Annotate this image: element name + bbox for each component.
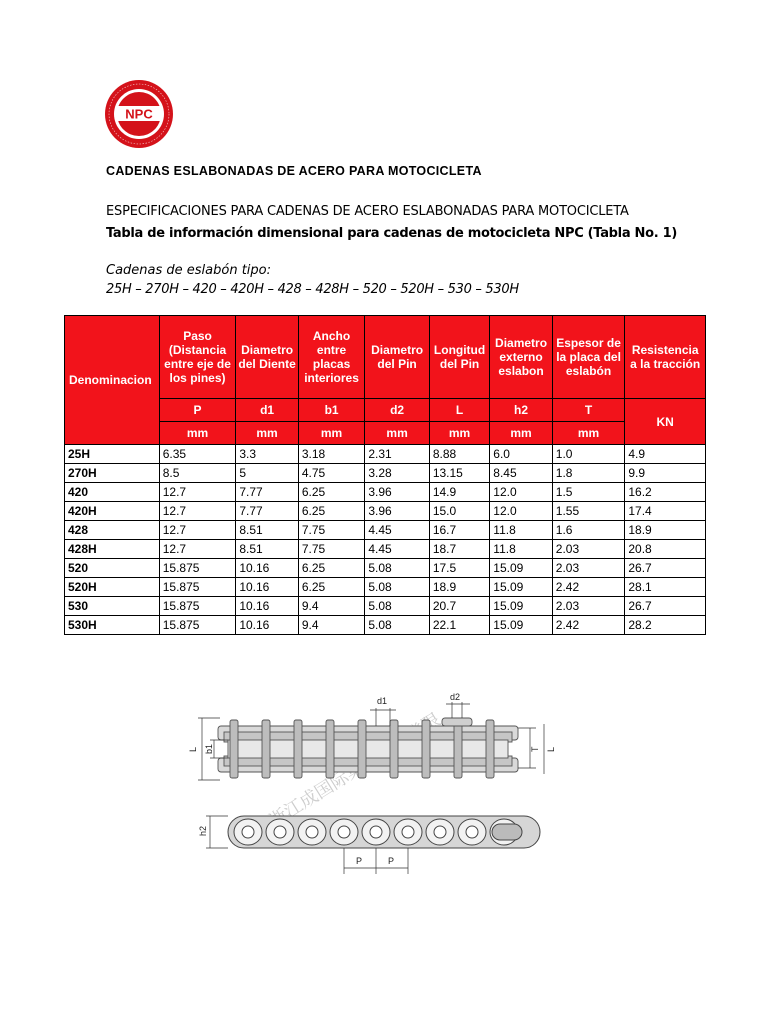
table-cell: 4.45 xyxy=(365,540,430,559)
table-cell: 7.75 xyxy=(298,540,365,559)
row-denomination: 420H xyxy=(65,502,160,521)
col-unit: mm xyxy=(552,422,625,445)
table-cell: 16.2 xyxy=(625,483,706,502)
table-cell: 14.9 xyxy=(429,483,489,502)
spec-table xyxy=(64,315,706,635)
row-denomination: 520H xyxy=(65,578,160,597)
col-symbol-kn: KN xyxy=(625,399,706,445)
col-header-espesor-placa: Espesor de la placa del eslabón xyxy=(552,316,625,399)
table-cell: 3.96 xyxy=(365,502,430,521)
chain-types-list: 25H – 270H – 420 – 420H – 428 – 428H – 520 – 520H – 530 – 530H xyxy=(106,282,519,297)
col-symbol: d2 xyxy=(365,399,430,422)
table-cell: 4.75 xyxy=(298,464,365,483)
label-d2: d2 xyxy=(450,692,461,702)
table-cell: 11.8 xyxy=(490,540,552,559)
table-cell: 9.4 xyxy=(298,597,365,616)
col-header-denominacion: Denominacion xyxy=(65,316,160,445)
table-cell: 5.08 xyxy=(365,559,430,578)
col-header-diametro-diente: Diametro del Diente xyxy=(236,316,298,399)
table-cell: 26.7 xyxy=(625,597,706,616)
spec-subtitle: Tabla de información dimensional para cadenas de motocicleta NPC (Tabla No. 1) xyxy=(106,226,677,241)
label-d1: d1 xyxy=(377,696,388,706)
table-cell: 2.03 xyxy=(552,559,625,578)
table-cell: 3.28 xyxy=(365,464,430,483)
table-cell: 5.08 xyxy=(365,578,430,597)
col-unit: mm xyxy=(490,422,552,445)
table-cell: 18.7 xyxy=(429,540,489,559)
label-h2: h2 xyxy=(198,825,208,836)
table-cell: 6.25 xyxy=(298,559,365,578)
table-cell: 8.88 xyxy=(429,445,489,464)
table-cell: 15.875 xyxy=(159,578,236,597)
label-P-2: P xyxy=(388,856,395,866)
table-cell: 8.51 xyxy=(236,521,298,540)
document-title: CADENAS ESLABONADAS DE ACERO PARA MOTOCICLETA xyxy=(106,164,482,178)
table-cell: 10.16 xyxy=(236,578,298,597)
col-symbol: L xyxy=(429,399,489,422)
table-row xyxy=(65,445,706,464)
table-row xyxy=(65,578,706,597)
table-cell: 15.09 xyxy=(490,597,552,616)
table-cell: 15.875 xyxy=(159,616,236,635)
table-cell: 5.08 xyxy=(365,616,430,635)
chain-diagram xyxy=(180,688,564,880)
col-header-diametro-pin: Diametro del Pin xyxy=(365,316,430,399)
table-cell: 12.0 xyxy=(490,502,552,521)
table-cell: 12.7 xyxy=(159,540,236,559)
col-header-resistencia: Resistencia a la tracción xyxy=(625,316,706,399)
label-L: L xyxy=(188,746,198,752)
row-denomination: 520 xyxy=(65,559,160,578)
col-unit: mm xyxy=(236,422,298,445)
col-symbol: T xyxy=(552,399,625,422)
chain-top-view xyxy=(218,718,518,778)
table-cell: 10.16 xyxy=(236,559,298,578)
table-row xyxy=(65,559,706,578)
row-denomination: 428 xyxy=(65,521,160,540)
table-cell: 15.09 xyxy=(490,578,552,597)
spec-title: ESPECIFICACIONES PARA CADENAS DE ACERO ESLABONADAS PARA MOTOCICLETA xyxy=(106,204,629,219)
table-row xyxy=(65,616,706,635)
table-cell: 26.7 xyxy=(625,559,706,578)
table-cell: 6.25 xyxy=(298,578,365,597)
table-cell: 15.09 xyxy=(490,559,552,578)
table-cell: 20.7 xyxy=(429,597,489,616)
row-denomination: 270H xyxy=(65,464,160,483)
table-cell: 15.09 xyxy=(490,616,552,635)
table-cell: 5.08 xyxy=(365,597,430,616)
table-cell: 12.7 xyxy=(159,502,236,521)
table-cell: 6.25 xyxy=(298,502,365,521)
table-cell: 3.96 xyxy=(365,483,430,502)
col-symbol: P xyxy=(159,399,236,422)
logo-text: NPC xyxy=(125,106,153,122)
table-cell: 17.4 xyxy=(625,502,706,521)
chain-side-view xyxy=(228,816,540,848)
table-cell: 3.18 xyxy=(298,445,365,464)
col-header-diametro-externo: Diametro externo eslabon xyxy=(490,316,552,399)
row-denomination: 428H xyxy=(65,540,160,559)
table-cell: 15.0 xyxy=(429,502,489,521)
table-cell: 1.5 xyxy=(552,483,625,502)
row-denomination: 420 xyxy=(65,483,160,502)
table-cell: 15.875 xyxy=(159,597,236,616)
table-cell: 9.4 xyxy=(298,616,365,635)
col-symbol: b1 xyxy=(298,399,365,422)
col-unit: mm xyxy=(365,422,430,445)
table-cell: 2.31 xyxy=(365,445,430,464)
table-cell: 10.16 xyxy=(236,597,298,616)
table-cell: 1.6 xyxy=(552,521,625,540)
table-cell: 12.7 xyxy=(159,521,236,540)
table-cell: 16.7 xyxy=(429,521,489,540)
col-header-ancho-placas: Ancho entre placas interiores xyxy=(298,316,365,399)
table-cell: 9.9 xyxy=(625,464,706,483)
table-cell: 28.2 xyxy=(625,616,706,635)
table-cell: 5 xyxy=(236,464,298,483)
table-cell: 4.9 xyxy=(625,445,706,464)
row-denomination: 530 xyxy=(65,597,160,616)
table-cell: 6.25 xyxy=(298,483,365,502)
col-symbol: d1 xyxy=(236,399,298,422)
table-row xyxy=(65,483,706,502)
col-unit: mm xyxy=(298,422,365,445)
col-symbol: h2 xyxy=(490,399,552,422)
table-cell: 8.51 xyxy=(236,540,298,559)
npc-logo xyxy=(104,79,174,149)
col-unit: mm xyxy=(159,422,236,445)
table-row xyxy=(65,464,706,483)
table-cell: 8.45 xyxy=(490,464,552,483)
label-b1: b1 xyxy=(204,743,214,754)
table-cell: 11.8 xyxy=(490,521,552,540)
label-L-right: L xyxy=(546,746,556,752)
col-header-longitud-pin: Longitud del Pin xyxy=(429,316,489,399)
chain-types-label: Cadenas de eslabón tipo: xyxy=(106,263,272,278)
table-cell: 2.03 xyxy=(552,540,625,559)
table-cell: 18.9 xyxy=(429,578,489,597)
table-cell: 18.9 xyxy=(625,521,706,540)
table-cell: 6.35 xyxy=(159,445,236,464)
table-row xyxy=(65,597,706,616)
table-cell: 1.0 xyxy=(552,445,625,464)
table-cell: 1.55 xyxy=(552,502,625,521)
table-cell: 7.77 xyxy=(236,502,298,521)
table-cell: 13.15 xyxy=(429,464,489,483)
table-cell: 8.5 xyxy=(159,464,236,483)
table-cell: 1.8 xyxy=(552,464,625,483)
table-cell: 7.75 xyxy=(298,521,365,540)
table-cell: 28.1 xyxy=(625,578,706,597)
table-cell: 17.5 xyxy=(429,559,489,578)
table-cell: 20.8 xyxy=(625,540,706,559)
col-unit: mm xyxy=(429,422,489,445)
label-T: T xyxy=(530,746,540,752)
table-cell: 22.1 xyxy=(429,616,489,635)
table-row xyxy=(65,502,706,521)
table-cell: 15.875 xyxy=(159,559,236,578)
table-cell: 12.7 xyxy=(159,483,236,502)
table-cell: 7.77 xyxy=(236,483,298,502)
spec-table-body xyxy=(65,445,706,635)
table-cell: 2.03 xyxy=(552,597,625,616)
table-row xyxy=(65,540,706,559)
table-cell: 3.3 xyxy=(236,445,298,464)
table-cell: 10.16 xyxy=(236,616,298,635)
col-header-paso: Paso (Distancia entre eje de los pines) xyxy=(159,316,236,399)
table-cell: 2.42 xyxy=(552,578,625,597)
label-P-1: P xyxy=(356,856,363,866)
table-cell: 4.45 xyxy=(365,521,430,540)
table-row xyxy=(65,521,706,540)
table-cell: 2.42 xyxy=(552,616,625,635)
row-denomination: 25H xyxy=(65,445,160,464)
table-cell: 12.0 xyxy=(490,483,552,502)
table-cell: 6.0 xyxy=(490,445,552,464)
row-denomination: 530H xyxy=(65,616,160,635)
